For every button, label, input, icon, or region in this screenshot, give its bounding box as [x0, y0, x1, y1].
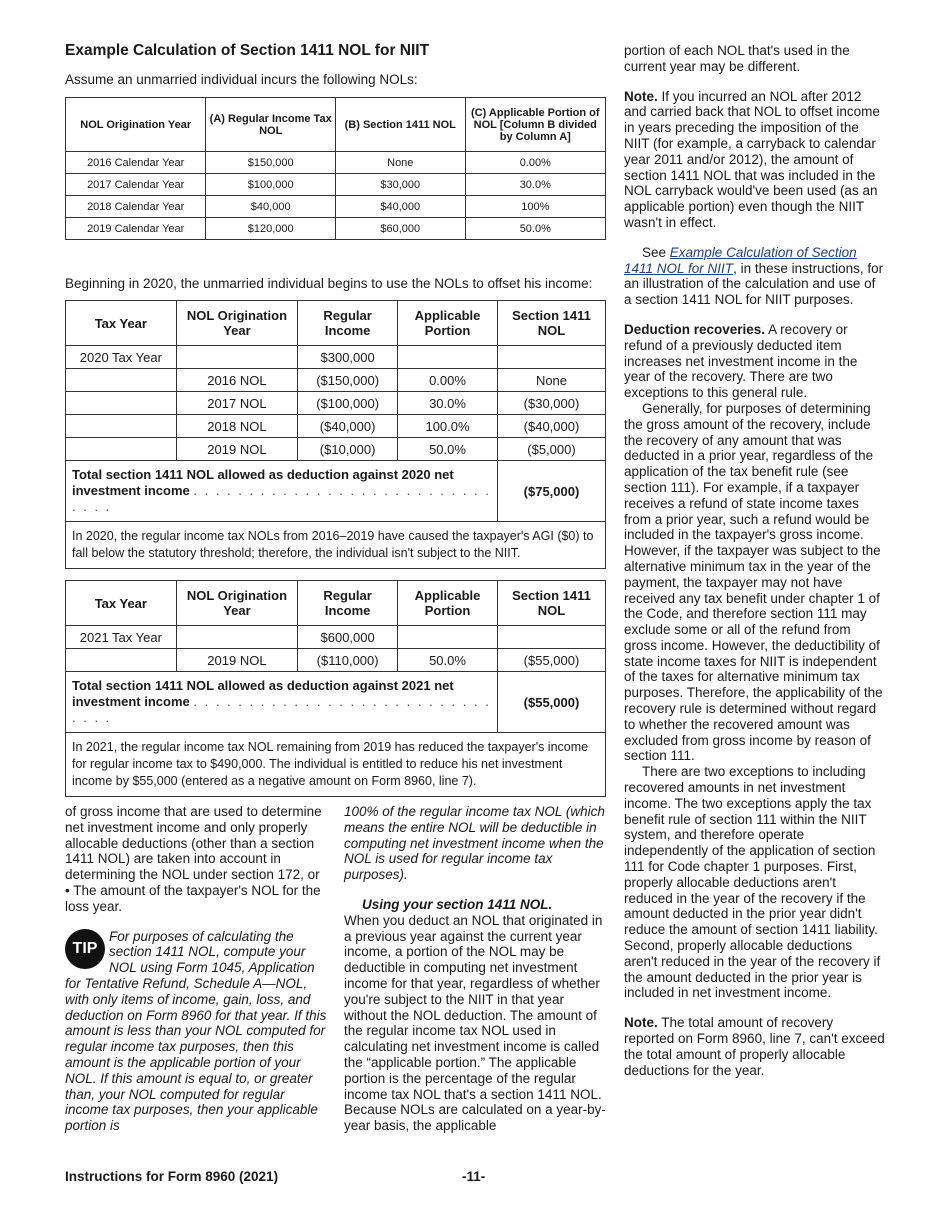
column-header: Applicable Portion [398, 581, 498, 626]
table-cell [497, 346, 605, 369]
table-cell: ($40,000) [497, 415, 605, 438]
table-cell: 2021 Tax Year [66, 626, 177, 649]
table-cell: None [497, 369, 605, 392]
total-row [66, 672, 606, 733]
table-row [66, 438, 606, 461]
column-header: NOL Origination Year [66, 98, 206, 152]
table-cell: 30.0% [465, 174, 605, 196]
page-number: -11- [462, 1169, 486, 1184]
table-cell: ($30,000) [497, 392, 605, 415]
table-cell: 2019 NOL [176, 649, 298, 672]
total-value: ($55,000) [497, 672, 605, 733]
example-intro: Assume an unmarried individual incurs the following NOLs: [65, 72, 418, 87]
table-cell: $40,000 [206, 196, 336, 218]
table-cell: 2019 NOL [176, 438, 298, 461]
table-cell: $600,000 [298, 626, 398, 649]
column-header: Regular Income [298, 581, 398, 626]
table-cell: ($10,000) [298, 438, 398, 461]
table-cell: 2020 Tax Year [66, 346, 177, 369]
leader-dots: . . . . . . . . . . . . . . . . . . . . . . . . . . . . . . . [72, 483, 491, 514]
column-header: Applicable Portion [398, 301, 498, 346]
column-header: (C) Applicable Portion of NOL [Column B divided by Column A] [465, 98, 605, 152]
note-row [66, 522, 606, 569]
table-cell: $120,000 [206, 218, 336, 240]
column-header: (A) Regular Income Tax NOL [206, 98, 336, 152]
table-cell: ($150,000) [298, 369, 398, 392]
table-cell [398, 346, 498, 369]
table-cell: None [335, 152, 465, 174]
column-right [624, 43, 886, 1078]
total-label: Total section 1411 NOL allowed as deduction against 2021 net investment income [72, 678, 454, 709]
table-cell: ($110,000) [298, 649, 398, 672]
paragraph: There are two exceptions to including recovered amounts in net investment income. The two exceptions apply the tax benefit rule of section 111 within the NIIT system, and therefore operate independently of the application of section 111 for Code chapter 1 purposes. First, properly allocable deductions aren't reduced in the year of the recovery if the amount deducted in the prior year didn't reduce the amount of section 1411 liability. Second, properly allocable deductions aren't reduced in the year of the recovery if the amount deducted in the prior year is included in net investment income. [624, 764, 881, 1001]
table-row [66, 218, 606, 240]
total-label: Total section 1411 NOL allowed as deduction against 2020 net investment income [72, 467, 454, 498]
table-cell: $100,000 [206, 174, 336, 196]
table-cell [66, 649, 177, 672]
leader-dots: . . . . . . . . . . . . . . . . . . . . . . . . . . . . . . . [72, 694, 491, 725]
paragraph: 100% of the regular income tax NOL (which means the entire NOL will be deductible in computing net investment income when the NOL is used for regular income tax purposes). [344, 804, 605, 883]
note-text: The total amount of recovery reported on Form 8960, line 7, can't exceed the total amount of properly allocable deductions for the year. [624, 1015, 885, 1078]
tip-icon: TIP [65, 929, 105, 969]
column-left [65, 804, 327, 1134]
table-row [66, 346, 606, 369]
paragraph: of gross income that are used to determine net investment income and only properly allocable deductions (other than a section 1411 NOL) are taken into account in determining the NOL under section 172, or [65, 804, 322, 883]
column-header: NOL Origination Year [176, 301, 298, 346]
example-intro-2020: Beginning in 2020, the unmarried individual begins to use the NOLs to offset his income: [65, 276, 593, 291]
table-cell: 2017 NOL [176, 392, 298, 415]
bullet-item: • The amount of the taxpayer's NOL for the loss year. [65, 882, 321, 914]
table-cell: 2016 Calendar Year [66, 152, 206, 174]
paragraph-text: A recovery or refund of a previously deducted item increases net investment income in the year of the recovery. There are two exceptions to this general rule. [624, 321, 858, 401]
table-cell: 2019 Calendar Year [66, 218, 206, 240]
table-row [66, 649, 606, 672]
column-header: Section 1411 NOL [497, 581, 605, 626]
table-row [66, 392, 606, 415]
see-post: , in these instructions, for an illustration of the calculation and use of a section 1411 NOL for NIIT purposes. [624, 260, 884, 308]
table-note: In 2021, the regular income tax NOL remaining from 2019 has reduced the taxpayer's income for regular income tax to $490,000. The individual is entitled to reduce his net investment income by $55,000 (entered as a negative amount on Form 8960, line 7). [66, 733, 606, 797]
table-cell: 2017 Calendar Year [66, 174, 206, 196]
table-row [66, 196, 606, 218]
column-header: Regular Income [298, 301, 398, 346]
footer-form-title: Instructions for Form 8960 (2021) [65, 1169, 279, 1184]
table-cell [66, 369, 177, 392]
table-cell: $150,000 [206, 152, 336, 174]
note-row [66, 733, 606, 797]
table-header-row [66, 581, 606, 626]
table-header-row [66, 98, 606, 152]
table-cell: 2018 Calendar Year [66, 196, 206, 218]
table-cell: $40,000 [335, 196, 465, 218]
table-row [66, 152, 606, 174]
deduction-recoveries-paragraph [624, 322, 886, 401]
table-cell: 2018 NOL [176, 415, 298, 438]
table-cell: ($5,000) [497, 438, 605, 461]
see-pre: See [642, 244, 667, 260]
paragraph: portion of each NOL that's used in the current year may be different. [624, 43, 850, 74]
see-paragraph [624, 245, 886, 308]
column-header: Section 1411 NOL [497, 301, 605, 346]
table-cell [497, 626, 605, 649]
table-cell: ($100,000) [298, 392, 398, 415]
note-label: Note. [624, 1015, 658, 1031]
tip-box [65, 929, 327, 1134]
column-header: NOL Origination Year [176, 581, 298, 626]
table-cell: 30.0% [398, 392, 498, 415]
tax-year-2020-table [65, 300, 606, 569]
total-value: ($75,000) [497, 461, 605, 522]
table-cell: 0.00% [398, 369, 498, 392]
section-heading: Using your section 1411 NOL. [362, 896, 553, 912]
table-cell [176, 626, 298, 649]
example-link[interactable]: Example Calculation of Section 1411 NOL for NIIT [624, 244, 857, 276]
table-row [66, 174, 606, 196]
tax-year-2021-table [65, 580, 606, 797]
note-text: If you incurred an NOL after 2012 and carried back that NOL to offset income in years preceding the imposition of the NIIT (for example, a carryback to calendar year 2011 and/or 2012), the amount of section 1411 NOL that was included in the NOL carryback would've been used (as an applicable portion) even though the NIIT wasn't in effect. [624, 88, 880, 230]
note-label: Note. [624, 88, 658, 104]
column-header: Tax Year [66, 301, 177, 346]
total-row [66, 461, 606, 522]
table-note: In 2020, the regular income tax NOLs from 2016–2019 have caused the taxpayer's AGI ($0) to fall below the statutory threshold; therefore, the individual isn't subject to the NIIT. [66, 522, 606, 569]
table-cell: $30,000 [335, 174, 465, 196]
table-header-row [66, 301, 606, 346]
table-cell [398, 626, 498, 649]
note-paragraph [624, 1015, 886, 1078]
tip-text: For purposes of calculating the section 1411 NOL, compute your NOL using Form 1045, Application for Tentative Refund, Schedule A—NOL, with only items of income, gain, loss, and deduction on Form 8960 for that year. If this amount is less than your NOL computed for regular income tax purposes, then this amount is the applicable portion of your NOL. If this amount is equal to, or greater than, your NOL computed for regular income tax purposes, then your applicable portion is [65, 928, 327, 1134]
table-row [66, 369, 606, 392]
table-cell: $60,000 [335, 218, 465, 240]
example-title: Example Calculation of Section 1411 NOL for NIIT [65, 42, 430, 59]
paragraph: Generally, for purposes of determining the gross amount of the recovery, include the recovery of any amount that was deducted in a prior year, regardless of the application of the tax benefit rule (see section 111). For example, if a taxpayer receives a refund of state income taxes from a prior year, such a refund would be included in the taxpayer's gross income. However, if the taxpayer was subject to the alternative minimum tax in the year of the payment, the taxpayer may not have received any tax benefit under chapter 1 of the Code, and therefore section 111 may exclude some or all of the refund from gross income. However, the deductibility of state income taxes for NIIT is independent of the taxes for alternative minimum tax purposes. Therefore, the applicability of the recovery rule is determined without regard to whether the recovered amount was excluded from gross income by reason of section 111. [624, 400, 883, 764]
note-paragraph [624, 89, 886, 231]
table-cell [66, 392, 177, 415]
table-cell: 100% [465, 196, 605, 218]
table-cell: 50.0% [465, 218, 605, 240]
table-cell: 50.0% [398, 649, 498, 672]
nol-table [65, 97, 606, 240]
total-label-cell [66, 461, 498, 522]
table-row [66, 415, 606, 438]
table-cell: 0.00% [465, 152, 605, 174]
column-header: Tax Year [66, 581, 177, 626]
table-cell [66, 438, 177, 461]
table-cell: $300,000 [298, 346, 398, 369]
table-cell: 50.0% [398, 438, 498, 461]
table-cell: ($55,000) [497, 649, 605, 672]
column-middle [344, 804, 606, 1134]
table-cell: ($40,000) [298, 415, 398, 438]
column-header: (B) Section 1411 NOL [335, 98, 465, 152]
total-label-cell [66, 672, 498, 733]
table-cell: 2016 NOL [176, 369, 298, 392]
table-row [66, 626, 606, 649]
paragraph: When you deduct an NOL that originated in a previous year against the current year income, a portion of the NOL may be deductible in computing net investment income for that year, regardless of whether you're subject to the NIIT in that year without the NOL deduction. The amount of the regular income tax NOL used in calculating net investment income is called the “applicable portion.” The applicable portion is the percentage of the regular income tax NOL that's a section 1411 NOL. Because NOLs are calculated on a year-by-year basis, the applicable [344, 912, 606, 1134]
table-cell [66, 415, 177, 438]
section-heading: Deduction recoveries. [624, 321, 766, 337]
table-cell [176, 346, 298, 369]
table-cell: 100.0% [398, 415, 498, 438]
